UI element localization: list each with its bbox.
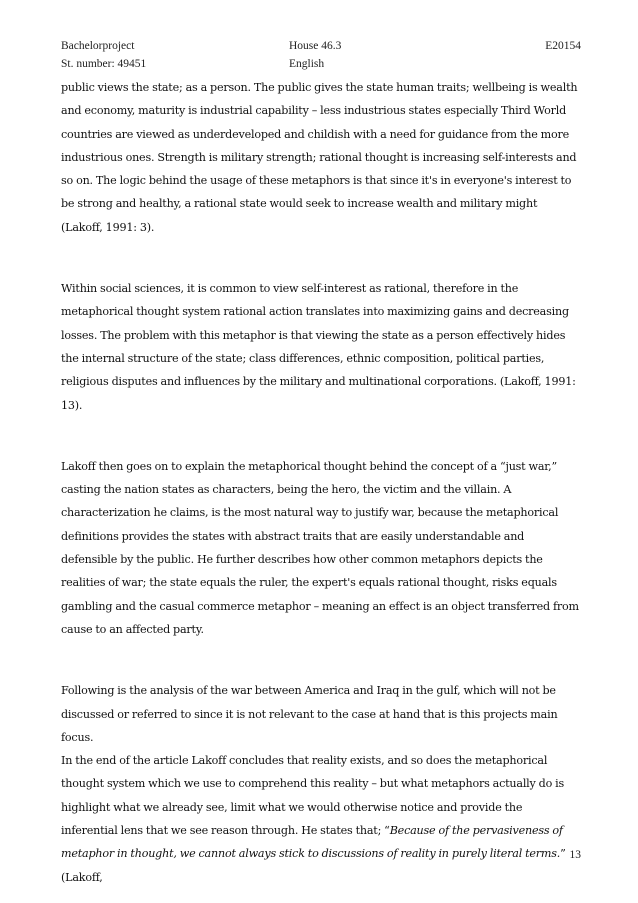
page-number: 13	[569, 849, 581, 861]
header-row-2	[61, 55, 581, 73]
header-student-number: St. number: 49451	[61, 58, 147, 70]
header-house-label: House 46.3	[289, 40, 342, 52]
header-course-code: E20154	[545, 40, 581, 52]
header-row-1	[61, 37, 581, 55]
paragraph-gulf-war: Following is the analysis of the war between America and Iraq in the gulf, which will not be discussed or referred to since it is not relevant to the case at hand that is this projects main focus.	[61, 684, 558, 744]
conclusion-quote: Because of the pervasiveness of metaphor in thought, we cannot always stick to discussions of reality in purely literal terms.	[61, 824, 563, 861]
document-body	[61, 76, 581, 889]
conclusion-text: In the end of the article Lakoff concludes that reality exists, and so does the metaphorical thought system which we use to comprehend this reality – but what metaphors actually do is highlight what we already see, limit what we would otherwise notice and provide the inferential lens that we see reason through. He states that; “	[61, 754, 565, 838]
conclusion-citation: ” (Lakoff,	[61, 847, 566, 884]
header-project-label: Bachelorproject	[61, 40, 135, 52]
paragraph-conclusion	[61, 749, 581, 889]
page-header	[61, 37, 581, 73]
paragraph-state-as-person: public views the state; as a person. The public gives the state human traits; wellbeing is wealth and economy, maturity is industrial capability – less industrious states especially Third World countries are viewed as underdeveloped and childish with a need for guidance from the more industrious ones. Strength is military strength; rational thought is increasing self-interests and so on. The logic behind the usage of these metaphors is that since it's in everyone's interest to be strong and healthy, a rational state would seek to increase wealth and military might (Lakoff, 1991: 3).	[61, 81, 578, 234]
paragraph-self-interest: Within social sciences, it is common to view self-interest as rational, therefore in the metaphorical thought system rational action translates into maximizing gains and decreasing losses. The problem with this metaphor is that viewing the state as a person effectively hides the internal structure of the state; class differences, ethnic composition, political parties, religious disputes and influences by the military and multinational corporations. (Lakoff, 1991: 13).	[61, 282, 576, 412]
header-language: English	[289, 58, 325, 70]
paragraph-just-war: Lakoff then goes on to explain the metaphorical thought behind the concept of a “just war,” casting the nation states as characters, being the hero, the victim and the villain. A characterization he claims, is the most natural way to justify war, because the metaphorical definitions provides the states with abstract traits that are easily understandable and defensible by the public. He further describes how other common metaphors depicts the realities of war; the state equals the ruler, the expert's equals rational thought, risks equals gambling and the casual commerce metaphor – meaning an effect is an object transferred from cause to an affected party.	[61, 459, 579, 636]
